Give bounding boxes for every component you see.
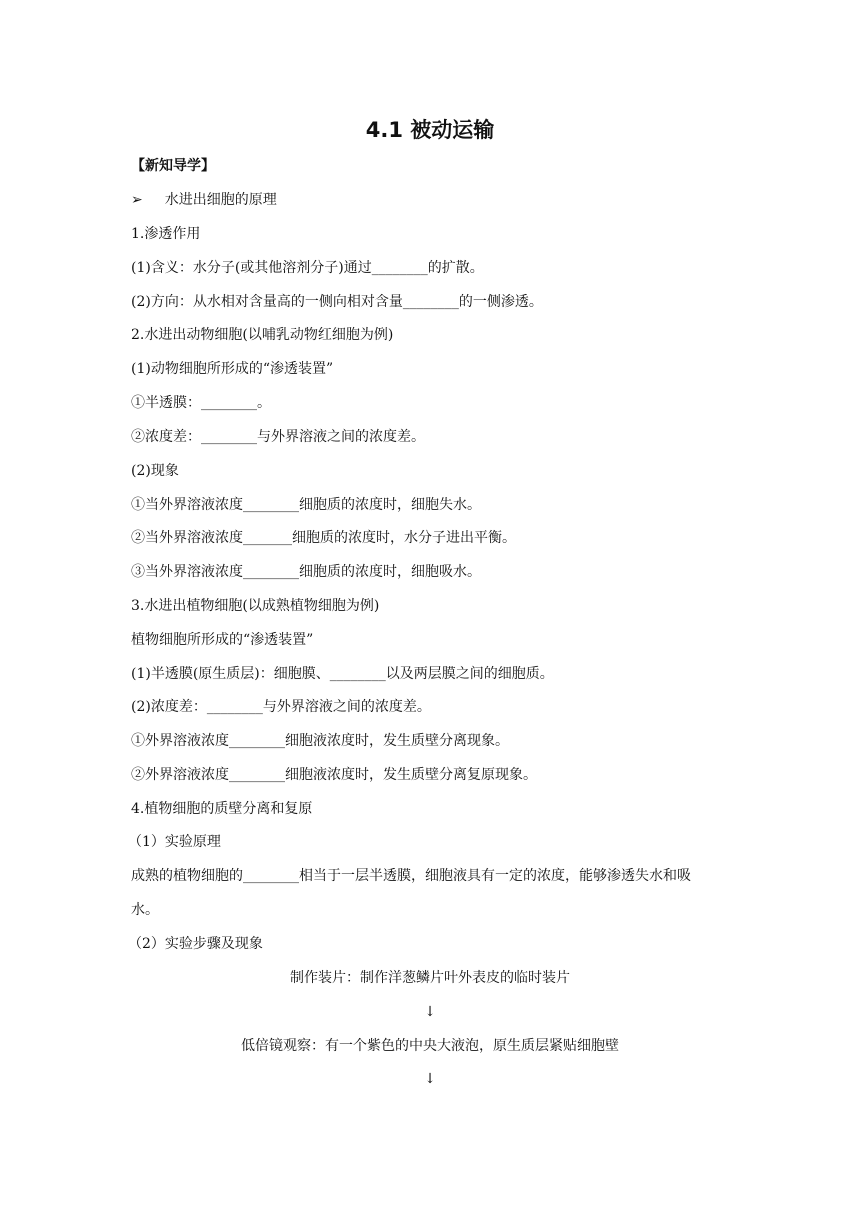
text-line: 植物细胞所形成的“渗透装置”: [131, 632, 314, 648]
text-line: ①外界溶液浓度________细胞液浓度时，发生质壁分离现象。: [131, 733, 509, 749]
text-line: ①半透膜：________。: [131, 395, 271, 411]
text-line: 2.水进出动物细胞(以哺乳动物红细胞为例): [131, 327, 394, 343]
text-line: (1)半透膜(原生质层)：细胞膜、________以及两层膜之间的细胞质。: [131, 666, 554, 682]
text-line: 3.水进出植物细胞(以成熟植物细胞为例): [131, 598, 380, 614]
flow-step: 低倍镜观察：有一个紫色的中央大液泡，原生质层紧贴细胞壁: [241, 1038, 619, 1054]
text-line: 4.植物细胞的质壁分离和复原: [131, 801, 313, 817]
text-line: (2)现象: [131, 463, 179, 479]
flow-step: 制作装片：制作洋葱鳞片叶外表皮的临时装片: [290, 970, 570, 986]
text-line: (1)含义：水分子(或其他溶剂分子)通过________的扩散。: [131, 260, 484, 276]
text-line: （1）实验原理: [128, 834, 221, 850]
text-line: ②浓度差：________与外界溶液之间的浓度差。: [131, 429, 425, 445]
bullet-text: 水进出细胞的原理: [164, 192, 277, 208]
text-line: ①当外界溶液浓度________细胞质的浓度时，细胞失水。: [131, 497, 481, 513]
text-line: 1.渗透作用: [131, 226, 201, 242]
down-arrow-icon: ↓: [424, 1071, 436, 1087]
bullet-arrow-icon: ➢: [131, 192, 143, 208]
page-title: 4.1 被动运输: [365, 118, 495, 142]
text-line: ②当外界溶液浓度_______细胞质的浓度时，水分子进出平衡。: [131, 530, 516, 546]
text-line: ③当外界溶液浓度________细胞质的浓度时，细胞吸水。: [131, 564, 481, 580]
text-line: (1)动物细胞所形成的“渗透装置”: [131, 361, 334, 377]
text-line: (2)浓度差：________与外界溶液之间的浓度差。: [131, 699, 431, 715]
text-line: 水。: [131, 902, 159, 918]
text-line: ②外界溶液浓度________细胞液浓度时，发生质壁分离复原现象。: [131, 767, 537, 783]
bullet-line: [131, 190, 277, 210]
text-line: (2)方向：从水相对含量高的一侧向相对含量________的一侧渗透。: [131, 294, 543, 310]
text-line: （2）实验步骤及现象: [128, 936, 263, 952]
text-line: 成熟的植物细胞的________相当于一层半透膜，细胞液具有一定的浓度，能够渗透失水和吸: [131, 868, 691, 884]
down-arrow-icon: ↓: [424, 1004, 436, 1020]
section-heading: 【新知导学】: [131, 158, 215, 174]
